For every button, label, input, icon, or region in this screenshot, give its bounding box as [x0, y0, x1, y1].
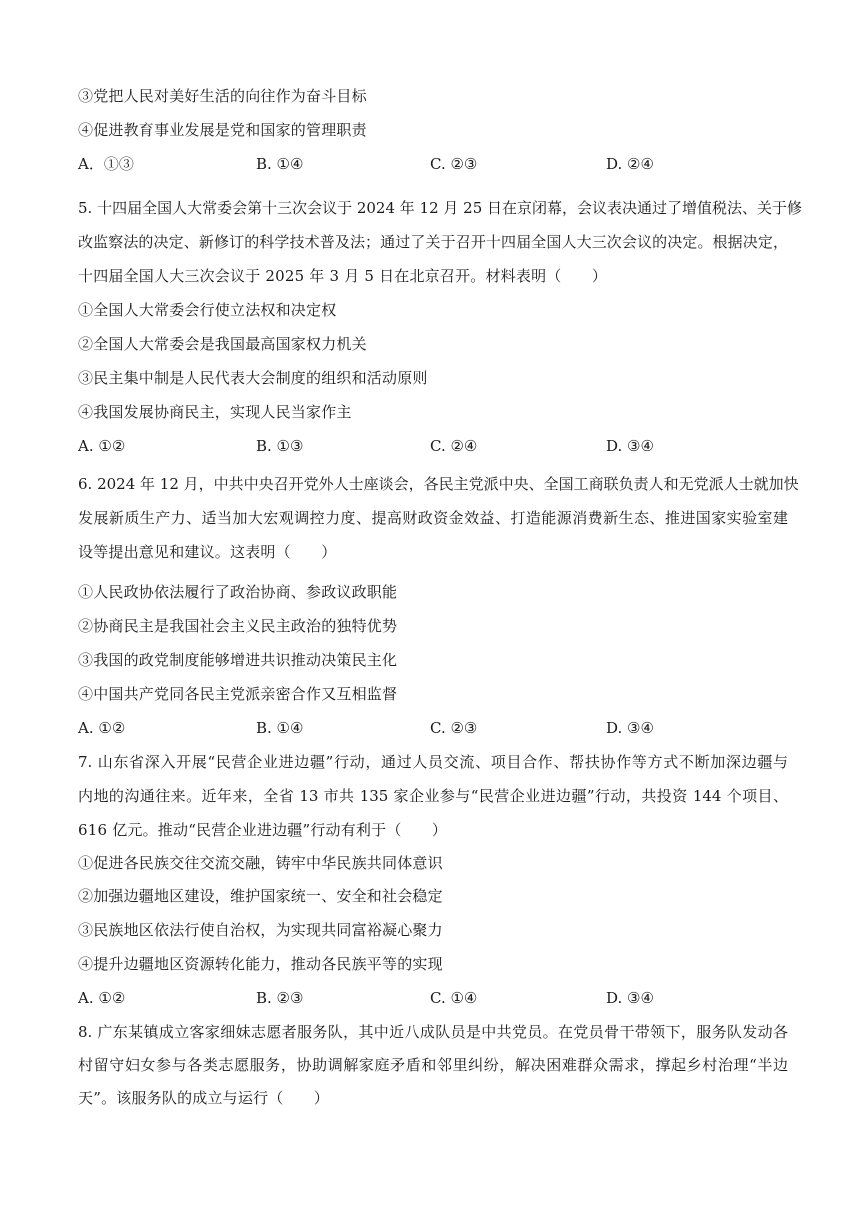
- q5-option-c: C. ②④: [430, 437, 478, 455]
- q7-option-c: C. ①④: [430, 989, 478, 1007]
- q6-statement-4: ④中国共产党同各民主党派亲密合作又互相监督: [78, 685, 398, 703]
- q7-stem-line-1: 7. 山东省深入开展“民营企业进边疆”行动，通过人员交流、项目合作、帮扶协作等方式不断加深边疆与: [78, 753, 788, 771]
- q4-option-c: C. ②③: [430, 155, 478, 173]
- q6-option-b: B. ①④: [256, 719, 304, 737]
- q4-statement-3-text: ③党把人民对美好生活的向往作为奋斗目标: [78, 87, 367, 105]
- q6-stem-line-3: 设等提出意见和建议。这表明（ ）: [78, 543, 337, 561]
- q7-option-d: D. ③④: [606, 989, 654, 1007]
- q5-statement-4: ④我国发展协商民主，实现人民当家作主: [78, 403, 352, 421]
- q7-statement-1: ①促进各民族交往交流交融，铸牢中华民族共同体意识: [78, 854, 443, 872]
- q6-statement-1: ①人民政协依法履行了政治协商、参政议政职能: [78, 583, 398, 601]
- q6-statement-3: ③我国的政党制度能够增进共识推动决策民主化: [78, 651, 398, 669]
- q7-option-a: A. ①②: [78, 989, 126, 1007]
- q5-stem-line-1: 5. 十四届全国人大常委会第十三次会议于 2024 年 12 月 25 日在京闭幕，会议表决通过了增值税法、关于修: [78, 199, 803, 217]
- q5-option-a: A. ①②: [78, 437, 126, 455]
- q4-option-a: A．①③: [78, 155, 134, 173]
- q8-stem-line-2: 村留守妇女参与各类志愿服务，协助调解家庭矛盾和邻里纠纷，解决困难群众需求，撑起乡村治理“半边: [78, 1056, 788, 1074]
- q5-option-d: D. ③④: [606, 437, 654, 455]
- q5-statement-2: ②全国人大常委会是我国最高国家权力机关: [78, 335, 367, 353]
- q8-stem-line-1: 8. 广东某镇成立客家细妹志愿者服务队，其中近八成队员是中共党员。在党员骨干带领下，服务队发动各: [78, 1023, 788, 1041]
- q4-statement-4: ④促进教育事业发展是党和国家的管理职责: [78, 121, 367, 139]
- q7-stem-line-2: 内地的沟通往来。近年来，全省 13 市共 135 家企业参与“民营企业进边疆”行动，共投资 144 个项目、: [78, 787, 788, 805]
- q6-stem-line-1: 6. 2024 年 12 月，中共中央召开党外人士座谈会，各民主党派中央、全国工商联负责人和无党派人士就加快: [78, 475, 799, 493]
- q6-option-a: A. ①②: [78, 719, 126, 737]
- q5-stem-line-3: 十四届全国人大三次会议于 2025 年 3 月 5 日在北京召开。材料表明（ ）: [78, 267, 608, 285]
- q4-option-b: B. ①④: [256, 155, 304, 173]
- q4-option-d: D. ②④: [606, 155, 654, 173]
- q6-option-c: C. ②③: [430, 719, 478, 737]
- q6-stem-line-2: 发展新质生产力、适当加大宏观调控力度、提高财政资金效益、打造能源消费新生态、推进国家实验室建: [78, 509, 788, 527]
- q5-statement-3: ③民主集中制是人民代表大会制度的组织和活动原则: [78, 369, 428, 387]
- q7-statement-4: ④提升边疆地区资源转化能力，推动各民族平等的实现: [78, 955, 443, 973]
- q6-statement-2: ②协商民主是我国社会主义民主政治的独特优势: [78, 617, 398, 635]
- q7-stem-line-3: 616 亿元。推动“民营企业进边疆”行动有利于（ ）: [78, 821, 448, 839]
- q7-option-b: B. ②③: [256, 989, 304, 1007]
- q5-statement-1: ①全国人大常委会行使立法权和决定权: [78, 301, 337, 319]
- q8-stem-line-3: 天”。该服务队的成立与运行（ ）: [78, 1089, 330, 1107]
- q7-statement-2: ②加强边疆地区建设，维护国家统一、安全和社会稳定: [78, 887, 443, 905]
- q6-option-d: D. ③④: [606, 719, 654, 737]
- q7-statement-3: ③民族地区依法行使自治权，为实现共同富裕凝心聚力: [78, 921, 443, 939]
- q5-stem-line-2: 改监察法的决定、新修订的科学技术普及法；通过了关于召开十四届全国人大三次会议的决定。根据决定，: [78, 233, 788, 251]
- q5-option-b: B. ①③: [256, 437, 304, 455]
